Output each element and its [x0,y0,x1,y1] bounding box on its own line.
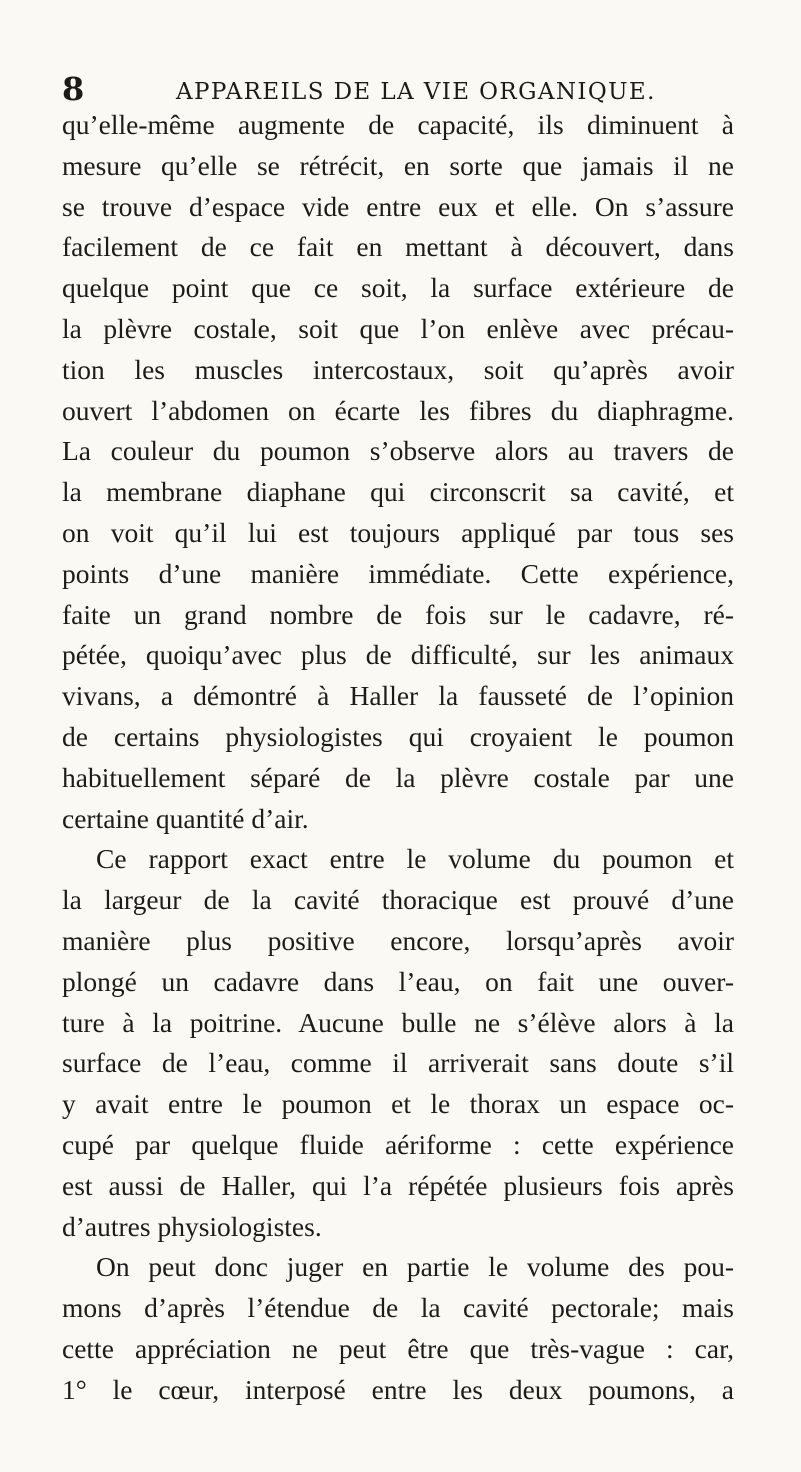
running-title: APPAREILS DE LA VIE ORGANIQUE. [176,79,656,105]
text-line: plongé un cadavre dans l’eau, on fait une ouver- [62,965,734,997]
text-line: habituellement séparé de la plèvre costale par une [62,761,734,793]
text-line: manière plus positive encore, lorsqu’après avoir [62,924,734,956]
text-line: la membrane diaphane qui circonscrit sa cavité, et [62,476,734,508]
paragraph-start-line: On peut donc juger en partie le volume des pou- [96,1251,734,1283]
text-line: vivans, a démontré à Haller la fausseté de l’opinion [62,680,734,712]
text-line: cette appréciation ne peut être que très-vague : car, [62,1332,734,1364]
text-line: points d’une manière immédiate. Cette expérience, [62,557,734,589]
paragraph-start-line: Ce rapport exact entre le volume du poumon et [96,843,734,875]
text-line: surface de l’eau, comme il arriverait sans doute s’il [62,1047,734,1079]
text-line: ouvert l’abdomen on écarte les fibres du diaphragme. [62,394,734,426]
page-number: 8 [62,70,85,108]
text-line: qu’elle-même augmente de capacité, ils diminuent à [62,109,734,140]
body-text [62,105,734,1411]
paragraph-end-line: certaine quantité d’air. [62,802,309,834]
text-line: y avait entre le poumon et le thorax un espace oc- [62,1088,734,1120]
text-line: est aussi de Haller, qui l’a répétée plusieurs fois après [62,1169,734,1201]
text-line: facilement de ce fait en mettant à découvert, dans [62,231,734,263]
text-line: faite un grand nombre de fois sur le cadavre, ré- [62,598,734,630]
text-line: tion les muscles intercostaux, soit qu’après avoir [62,353,734,385]
text-line: pétée, quoiqu’avec plus de difficulté, sur les animaux [62,639,734,671]
text-line: mons d’après l’étendue de la cavité pectorale; mais [62,1292,734,1324]
text-line: de certains physiologistes qui croyaient le poumon [62,720,734,752]
text-line: la largeur de la cavité thoracique est prouvé d’une [62,884,734,916]
text-line: 1° le cœur, interposé entre les deux poumons, a [62,1373,734,1405]
text-line: ture à la poitrine. Aucune bulle ne s’élève alors à la [62,1006,734,1038]
text-line: mesure qu’elle se rétrécit, en sorte que jamais il ne [62,149,734,181]
text-line: se trouve d’espace vide entre eux et elle. On s’assure [62,190,734,222]
text-line: cupé par quelque fluide aériforme : cette expérience [62,1128,734,1160]
text-line: la plèvre costale, soit que l’on enlève avec précau- [62,312,734,344]
text-line: on voit qu’il lui est toujours appliqué par tous ses [62,516,734,548]
text-line: quelque point que ce soit, la surface extérieure de [62,272,734,304]
paragraph-end-line: d’autres physiologistes. [62,1210,322,1242]
text-line: La couleur du poumon s’observe alors au travers de [62,435,734,467]
